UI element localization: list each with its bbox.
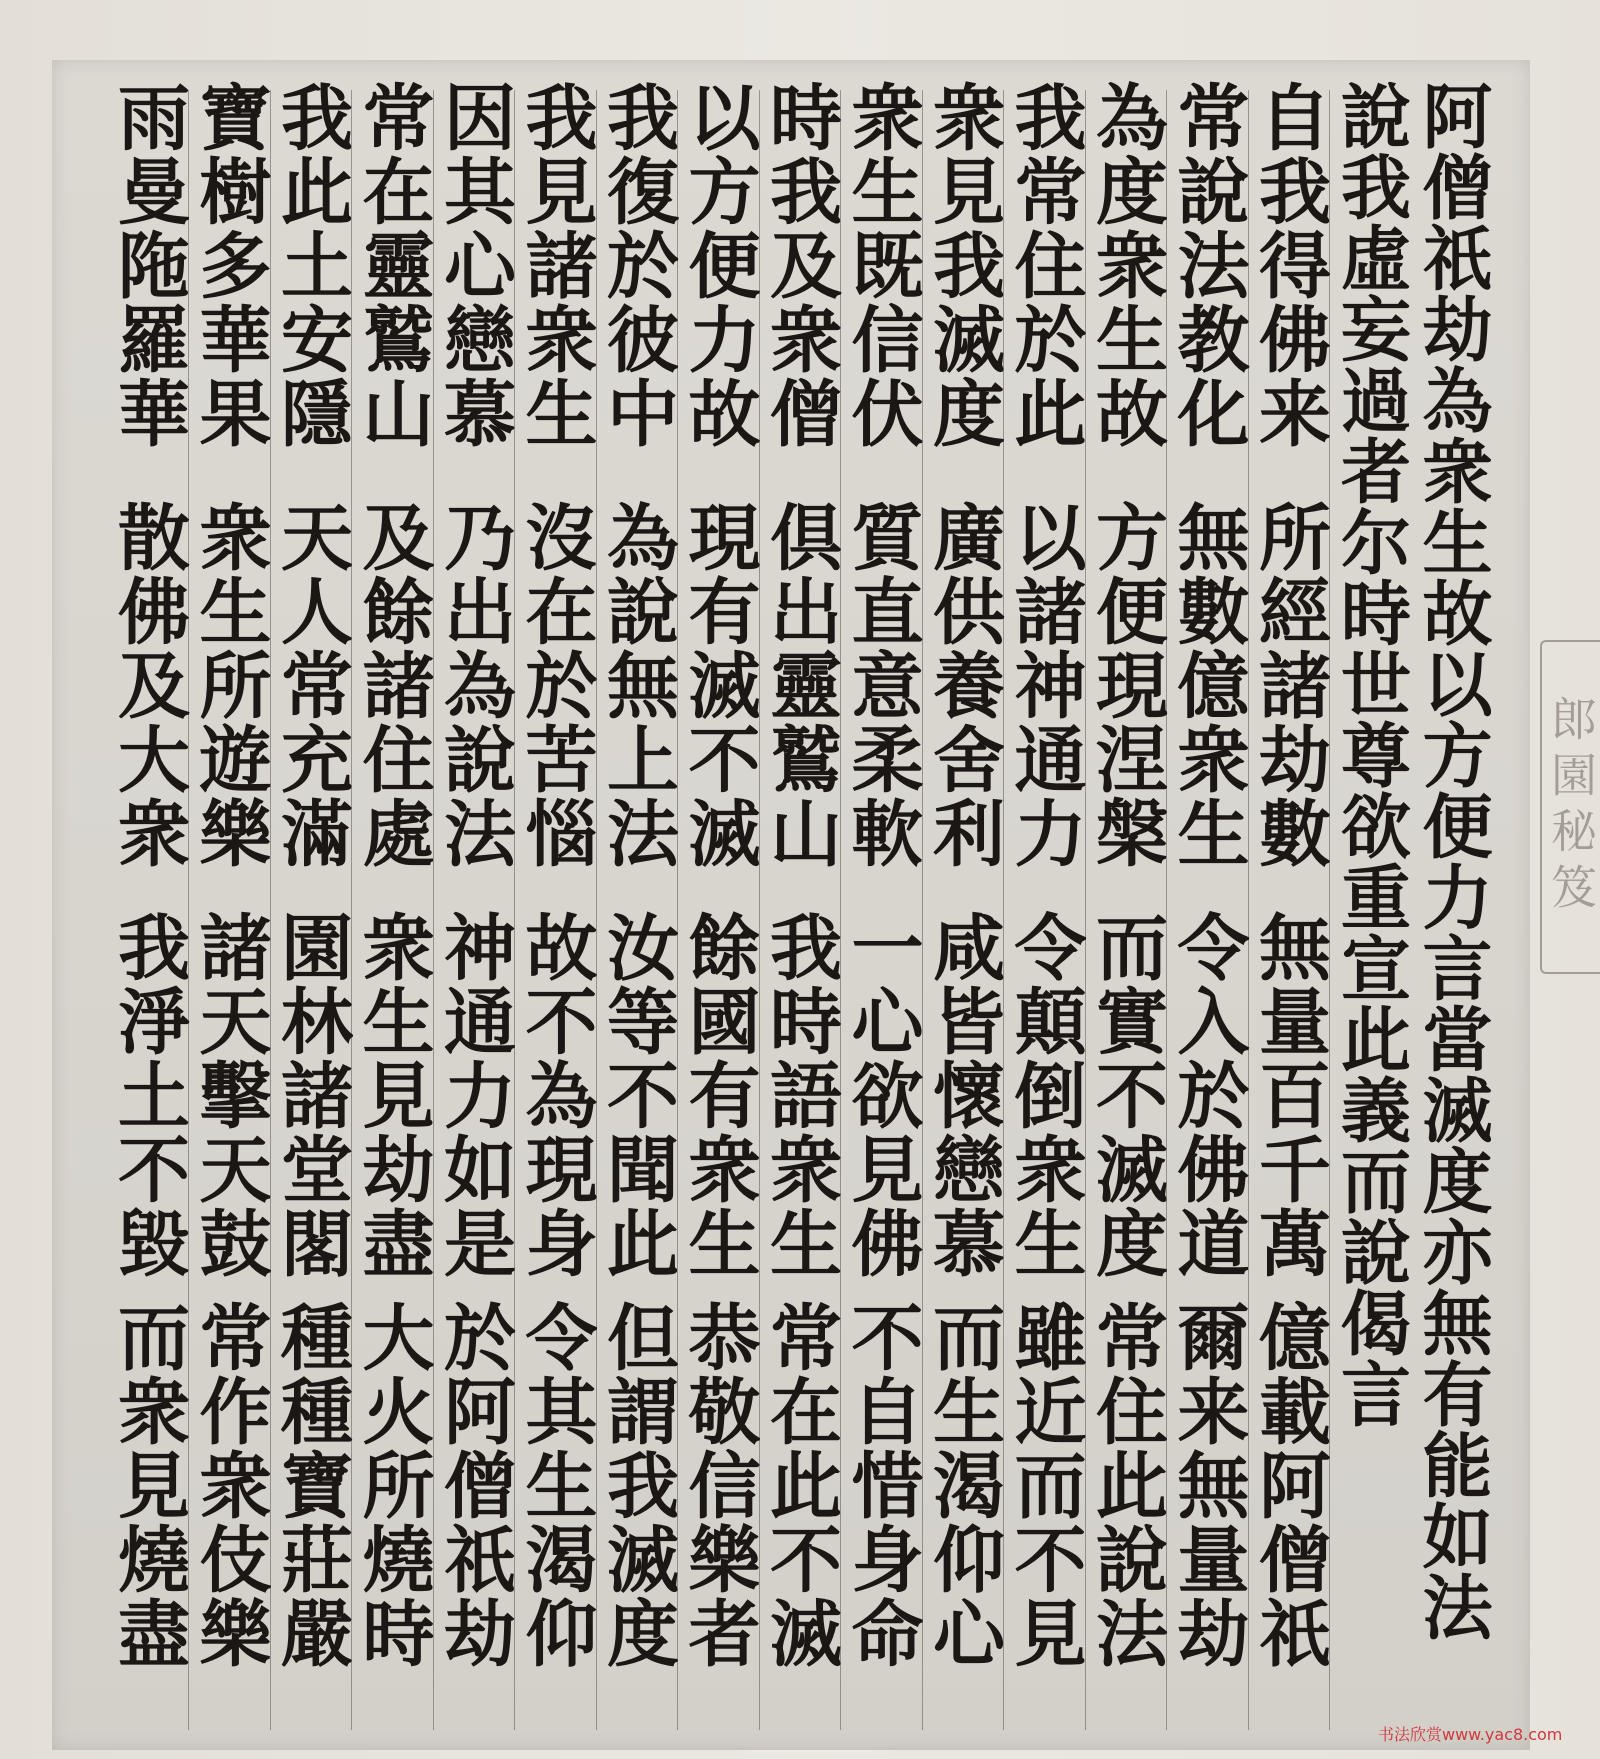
paper-sheet xyxy=(52,60,1530,1750)
verse-line: 而衆見燒盡 xyxy=(106,1300,191,1670)
verse-line: 令顛倒衆生 xyxy=(1002,910,1088,1280)
verse-line: 令其生渴仰 xyxy=(513,1300,599,1670)
collector-seal: 郎園秘笈 xyxy=(1540,640,1600,974)
verse-line: 我淨土不毀 xyxy=(106,910,191,1280)
verse-line: 令入於佛道 xyxy=(1165,910,1251,1280)
verse-line: 無量百千萬 xyxy=(1247,910,1332,1280)
verse-line: 乃出為說法 xyxy=(432,500,517,870)
verse-line: 常說法教化 xyxy=(1165,80,1251,450)
verse-line: 汝等不聞此 xyxy=(595,910,680,1280)
verse-line: 無數億衆生 xyxy=(1165,500,1251,870)
verse-line: 廣供養舍利 xyxy=(921,500,1006,870)
verse-line: 我時語衆生 xyxy=(758,910,843,1280)
verse-line: 咸皆懷戀慕 xyxy=(921,910,1006,1280)
verse-line: 散佛及大衆 xyxy=(106,500,191,870)
verse-line: 大火所燒時 xyxy=(350,1300,436,1670)
verse-line: 以諸神通力 xyxy=(1002,500,1088,870)
verse-line: 諸天擊天鼓 xyxy=(187,910,273,1280)
verse-line: 種種寶莊嚴 xyxy=(269,1300,354,1670)
verse-line: 而生渴仰心 xyxy=(921,1300,1006,1670)
verse-line: 阿僧祇劫為衆生故以方便力言當滅度亦無有能如法 xyxy=(1411,80,1494,1642)
verse-line: 常作衆伎樂 xyxy=(187,1300,273,1670)
verse-line: 常住此說法 xyxy=(1084,1300,1169,1670)
verse-line: 但謂我滅度 xyxy=(595,1300,680,1670)
verse-line: 天人常充滿 xyxy=(269,500,354,870)
verse-line: 我常住於此 xyxy=(1002,80,1088,450)
verse-line: 方便現涅槃 xyxy=(1084,500,1169,870)
verse-line: 恭敬信樂者 xyxy=(676,1300,762,1670)
verse-line: 因其心戀慕 xyxy=(432,80,517,450)
verse-line: 神通力如是 xyxy=(432,910,517,1280)
verse-line: 不自惜身命 xyxy=(839,1300,925,1670)
verse-line: 雨曼陁羅華 xyxy=(106,80,191,450)
verse-line: 為度衆生故 xyxy=(1084,80,1169,450)
verse-line: 億載阿僧祇 xyxy=(1247,1300,1332,1670)
verse-line: 倶出靈鷲山 xyxy=(758,500,843,870)
verse-line: 故不為現身 xyxy=(513,910,599,1280)
verse-line: 沒在於苦惱 xyxy=(513,500,599,870)
verse-line: 雖近而不見 xyxy=(1002,1300,1088,1670)
verse-line: 現有滅不滅 xyxy=(676,500,762,870)
verse-line: 常在此不滅 xyxy=(758,1300,843,1670)
verse-line: 及餘諸住處 xyxy=(350,500,436,870)
verse-line: 我見諸衆生 xyxy=(513,80,599,450)
verse-line: 衆生所遊樂 xyxy=(187,500,273,870)
verse-line: 以方便力故 xyxy=(676,80,762,450)
verse-line: 園林諸堂閣 xyxy=(269,910,354,1280)
verse-line: 一心欲見佛 xyxy=(839,910,925,1280)
verse-line: 自我得佛来 xyxy=(1247,80,1332,450)
verse-line: 於阿僧祇劫 xyxy=(432,1300,517,1670)
verse-line: 常在靈鷲山 xyxy=(350,80,436,450)
verse-line: 衆生見劫盡 xyxy=(350,910,436,1280)
verse-line: 我此土安隱 xyxy=(269,80,354,450)
verse-line: 衆生既信伏 xyxy=(839,80,925,450)
verse-line: 衆見我滅度 xyxy=(921,80,1006,450)
verse-line: 爾来無量劫 xyxy=(1165,1300,1251,1670)
verse-line: 而實不滅度 xyxy=(1084,910,1169,1280)
site-watermark: 书法欣赏www.yac8.com xyxy=(1378,1725,1563,1744)
verse-line: 為說無上法 xyxy=(595,500,680,870)
verse-line: 我復於彼中 xyxy=(595,80,680,450)
verse-line: 寶樹多華果 xyxy=(187,80,273,450)
verse-line: 時我及衆僧 xyxy=(758,80,843,450)
verse-line: 說我虛妄過者尔時世尊欲重宣此義而說偈言 xyxy=(1329,80,1413,1429)
verse-line: 質直意柔軟 xyxy=(839,500,925,870)
verse-line: 所經諸劫數 xyxy=(1247,500,1332,870)
verse-line: 餘國有衆生 xyxy=(676,910,762,1280)
